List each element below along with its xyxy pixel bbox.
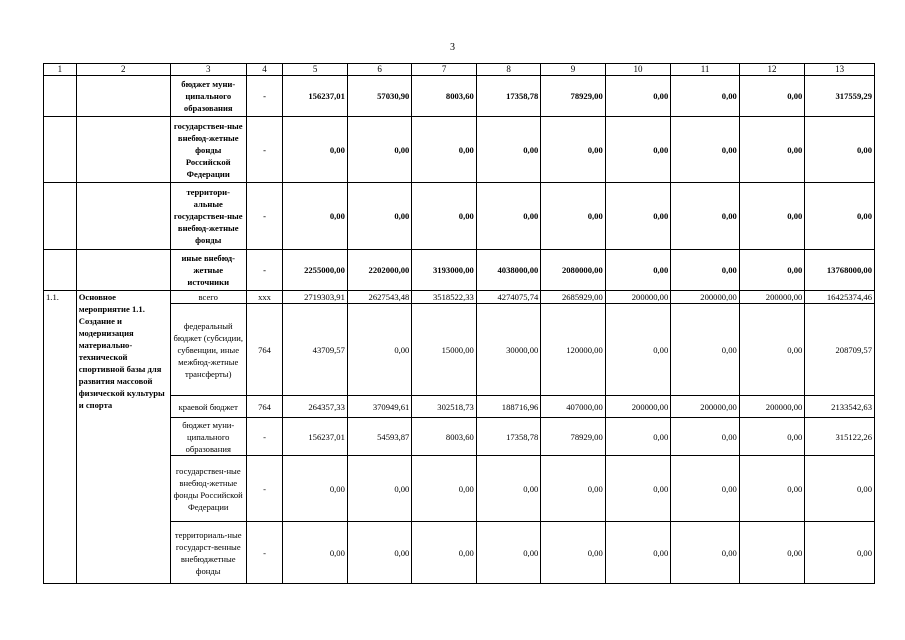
- budget-table: [43, 63, 875, 584]
- value-cell: 0,00: [805, 522, 875, 584]
- value-cell: 0,00: [739, 304, 804, 396]
- value-cell: 0,00: [412, 183, 476, 250]
- code-cell: -: [246, 418, 283, 456]
- value-cell: 120000,00: [541, 304, 605, 396]
- value-cell: 3193000,00: [412, 250, 476, 291]
- value-cell: 200000,00: [739, 396, 804, 418]
- value-cell: 0,00: [412, 456, 476, 522]
- code-cell: ххх: [246, 291, 283, 304]
- table-row: [44, 117, 875, 183]
- value-cell: 188716,96: [476, 396, 540, 418]
- value-cell: 2255000,00: [283, 250, 347, 291]
- value-cell: 2080000,00: [541, 250, 605, 291]
- value-cell: 0,00: [739, 183, 804, 250]
- value-cell: 200000,00: [671, 291, 740, 304]
- value-cell: 0,00: [283, 183, 347, 250]
- source-cell: краевой бюджет: [170, 396, 246, 418]
- empty-cell: [44, 117, 77, 183]
- value-cell: 0,00: [671, 522, 740, 584]
- empty-cell: [44, 76, 77, 117]
- value-cell: 2685929,00: [541, 291, 605, 304]
- value-cell: 317559,29: [805, 76, 875, 117]
- value-cell: 2719303,91: [283, 291, 347, 304]
- empty-cell: [76, 183, 170, 250]
- value-cell: 0,00: [605, 304, 670, 396]
- value-cell: 0,00: [671, 418, 740, 456]
- value-cell: 0,00: [283, 456, 347, 522]
- value-cell: 8003,60: [412, 418, 476, 456]
- header-cell: 5: [283, 64, 347, 76]
- code-cell: 764: [246, 396, 283, 418]
- value-cell: 200000,00: [605, 291, 670, 304]
- header-cell: 7: [412, 64, 476, 76]
- value-cell: 0,00: [739, 456, 804, 522]
- value-cell: 0,00: [605, 250, 670, 291]
- value-cell: 0,00: [347, 117, 411, 183]
- value-cell: 0,00: [739, 250, 804, 291]
- value-cell: 302518,73: [412, 396, 476, 418]
- value-cell: 2202000,00: [347, 250, 411, 291]
- value-cell: 13768000,00: [805, 250, 875, 291]
- value-cell: 17358,78: [476, 418, 540, 456]
- page-number: 3: [450, 42, 455, 53]
- value-cell: 0,00: [605, 456, 670, 522]
- value-cell: 0,00: [476, 183, 540, 250]
- value-cell: 0,00: [541, 117, 605, 183]
- value-cell: 3518522,33: [412, 291, 476, 304]
- value-cell: 0,00: [412, 522, 476, 584]
- source-cell: бюджет муни-ципального образования: [170, 76, 246, 117]
- value-cell: 17358,78: [476, 76, 540, 117]
- value-cell: 0,00: [671, 250, 740, 291]
- table-row: [44, 183, 875, 250]
- value-cell: 0,00: [476, 522, 540, 584]
- header-cell: 1: [44, 64, 77, 76]
- header-cell: 10: [605, 64, 670, 76]
- header-row: [44, 64, 875, 76]
- value-cell: 2627543,48: [347, 291, 411, 304]
- source-cell: территори-альные государствен-ные внебюд-жетные фонды: [170, 183, 246, 250]
- code-cell: 764: [246, 304, 283, 396]
- value-cell: 0,00: [605, 76, 670, 117]
- value-cell: 0,00: [605, 522, 670, 584]
- value-cell: 407000,00: [541, 396, 605, 418]
- value-cell: 0,00: [347, 304, 411, 396]
- value-cell: 57030,90: [347, 76, 411, 117]
- header-cell: 11: [671, 64, 740, 76]
- value-cell: 30000,00: [476, 304, 540, 396]
- value-cell: 54593,87: [347, 418, 411, 456]
- source-cell: всего: [170, 291, 246, 304]
- value-cell: 0,00: [283, 522, 347, 584]
- value-cell: 0,00: [605, 117, 670, 183]
- value-cell: 0,00: [671, 456, 740, 522]
- source-cell: иные внебюд-жетные источники: [170, 250, 246, 291]
- empty-cell: [44, 250, 77, 291]
- value-cell: 370949,61: [347, 396, 411, 418]
- header-cell: 8: [476, 64, 540, 76]
- value-cell: 0,00: [805, 456, 875, 522]
- value-cell: 0,00: [347, 183, 411, 250]
- header-cell: 2: [76, 64, 170, 76]
- empty-cell: [76, 117, 170, 183]
- empty-cell: [76, 76, 170, 117]
- code-cell: -: [246, 250, 283, 291]
- value-cell: 43709,57: [283, 304, 347, 396]
- value-cell: 200000,00: [739, 291, 804, 304]
- source-cell: бюджет муни-ципального образования: [170, 418, 246, 456]
- value-cell: 0,00: [739, 522, 804, 584]
- value-cell: 0,00: [739, 418, 804, 456]
- table-row: [44, 250, 875, 291]
- header-cell: 13: [805, 64, 875, 76]
- value-cell: 8003,60: [412, 76, 476, 117]
- header-cell: 6: [347, 64, 411, 76]
- value-cell: 315122,26: [805, 418, 875, 456]
- header-cell: 9: [541, 64, 605, 76]
- empty-cell: [44, 183, 77, 250]
- value-cell: 4274075,74: [476, 291, 540, 304]
- value-cell: 264357,33: [283, 396, 347, 418]
- value-cell: 0,00: [541, 522, 605, 584]
- value-cell: 0,00: [805, 183, 875, 250]
- code-cell: -: [246, 522, 283, 584]
- value-cell: 156237,01: [283, 76, 347, 117]
- value-cell: 0,00: [347, 522, 411, 584]
- value-cell: 0,00: [739, 117, 804, 183]
- table-row: [44, 291, 875, 304]
- code-cell: -: [246, 76, 283, 117]
- header-cell: 3: [170, 64, 246, 76]
- source-cell: государствен-ные внебюд-жетные фонды Российской Федерации: [170, 456, 246, 522]
- value-cell: 78929,00: [541, 76, 605, 117]
- value-cell: 2133542,63: [805, 396, 875, 418]
- value-cell: 0,00: [671, 183, 740, 250]
- table-row: [44, 76, 875, 117]
- value-cell: 0,00: [347, 456, 411, 522]
- value-cell: 208709,57: [805, 304, 875, 396]
- value-cell: 0,00: [476, 117, 540, 183]
- code-cell: -: [246, 456, 283, 522]
- value-cell: 0,00: [541, 456, 605, 522]
- value-cell: 15000,00: [412, 304, 476, 396]
- source-cell: территориаль-ные государст-венные внебюджетные фонды: [170, 522, 246, 584]
- value-cell: 78929,00: [541, 418, 605, 456]
- header-cell: 4: [246, 64, 283, 76]
- source-cell: федеральный бюджет (субсидии, субвенции, иные межбюд-жетные трансферты): [170, 304, 246, 396]
- value-cell: 0,00: [412, 117, 476, 183]
- value-cell: 200000,00: [605, 396, 670, 418]
- value-cell: 0,00: [739, 76, 804, 117]
- value-cell: 0,00: [671, 76, 740, 117]
- code-cell: -: [246, 183, 283, 250]
- value-cell: 200000,00: [671, 396, 740, 418]
- header-cell: 12: [739, 64, 804, 76]
- value-cell: 0,00: [476, 456, 540, 522]
- value-cell: 0,00: [671, 304, 740, 396]
- value-cell: 0,00: [605, 183, 670, 250]
- value-cell: 4038000,00: [476, 250, 540, 291]
- value-cell: 0,00: [805, 117, 875, 183]
- value-cell: 0,00: [671, 117, 740, 183]
- section-number: 1.1.: [44, 291, 77, 584]
- code-cell: -: [246, 117, 283, 183]
- source-cell: государствен-ные внебюд-жетные фонды Российской Федерации: [170, 117, 246, 183]
- section-name: Основное мероприятие 1.1. Создание и модернизация материально-технической спортивной базы для развития массовой физической культуры и спорта: [76, 291, 170, 584]
- empty-cell: [76, 250, 170, 291]
- value-cell: 156237,01: [283, 418, 347, 456]
- value-cell: 16425374,46: [805, 291, 875, 304]
- value-cell: 0,00: [541, 183, 605, 250]
- value-cell: 0,00: [605, 418, 670, 456]
- value-cell: 0,00: [283, 117, 347, 183]
